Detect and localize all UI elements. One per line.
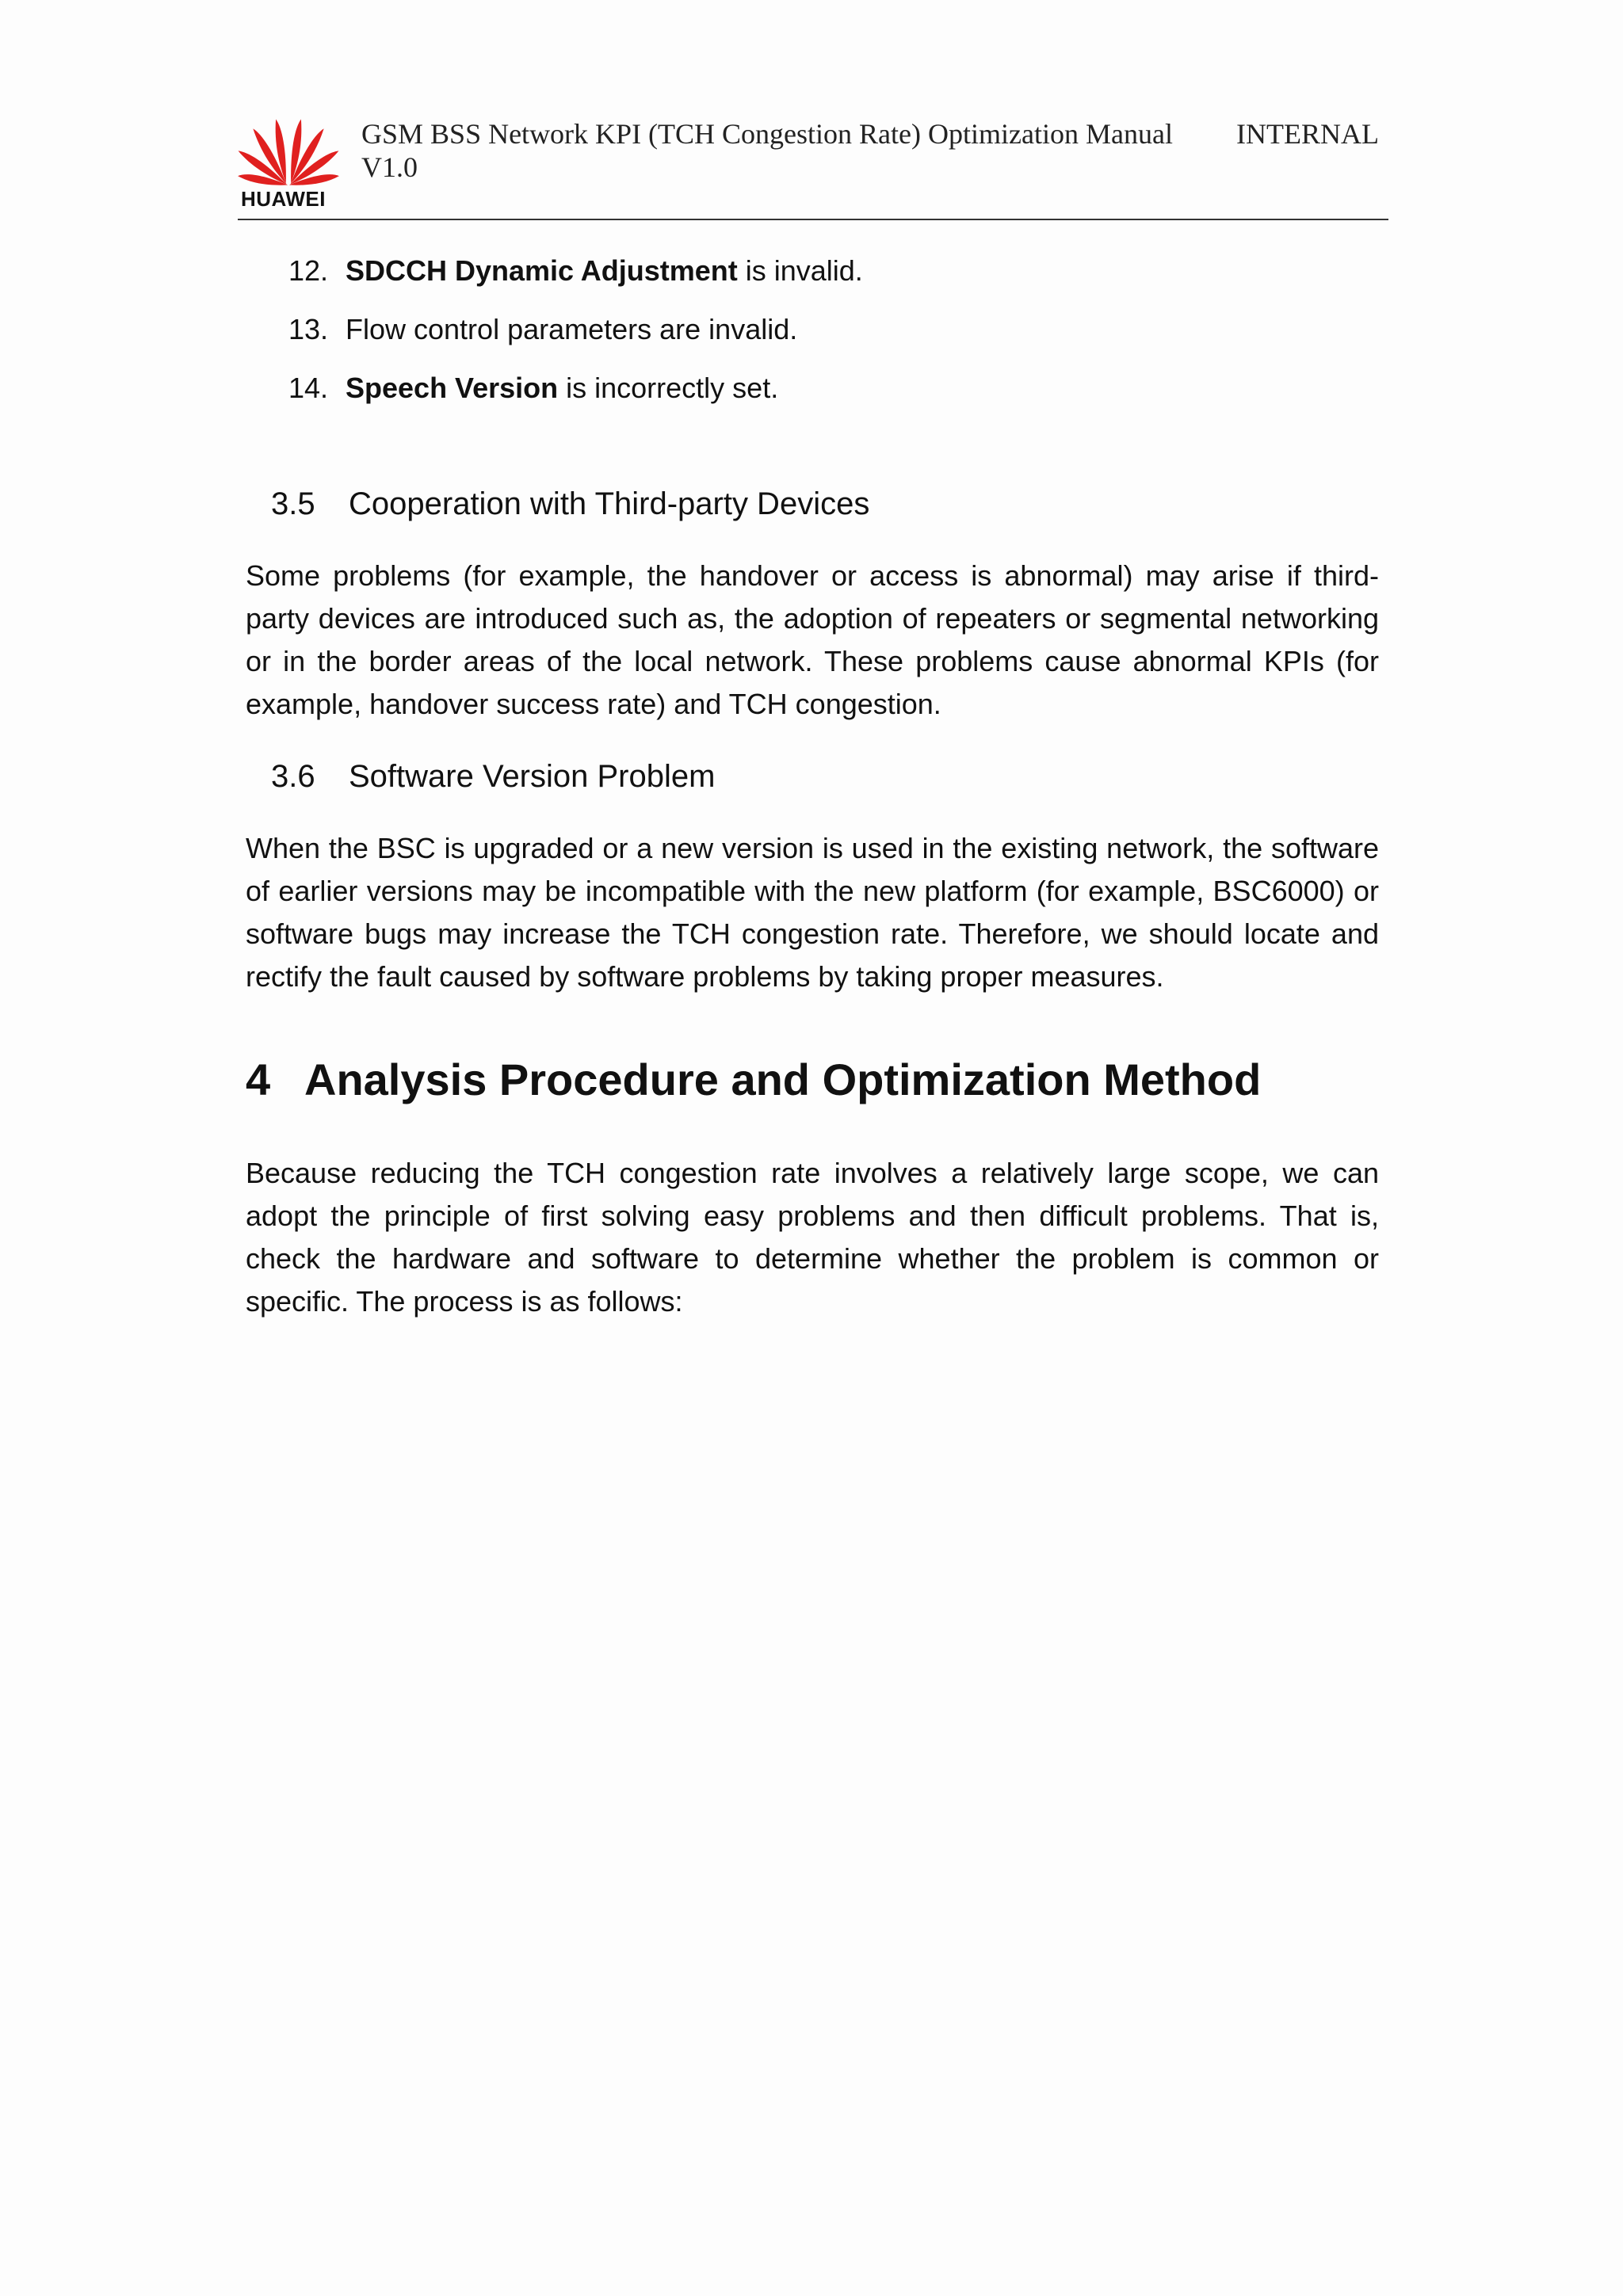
section-number: 3.5 — [271, 486, 315, 521]
list-item-number: 14. — [288, 372, 329, 404]
logo-wordmark: HUAWEI — [241, 187, 326, 211]
section-number: 3.6 — [271, 759, 315, 794]
list-item-text: is invalid. — [737, 254, 863, 287]
section-title: Software Version Problem — [349, 759, 716, 794]
chapter-paragraph: Because reducing the TCH congestion rate involves a relatively large scope, we can adopt the principle of first solving easy problems and then difficult problems. That is, check the hardware and software to determine whether the problem is common or specific. The process is as follows: — [246, 1157, 1379, 1318]
list-item — [246, 254, 1379, 288]
list-item-bold-term: SDCCH Dynamic Adjustment — [346, 254, 738, 287]
section-title: Cooperation with Third-party Devices — [349, 486, 870, 521]
list-item-bold-term: Speech Version — [346, 372, 559, 404]
list-item-text: Flow control parameters are invalid. — [346, 313, 798, 345]
list-item-number: 12. — [288, 254, 329, 287]
classification-label: INTERNAL — [1236, 118, 1379, 150]
page-content — [246, 254, 1379, 1323]
chapter-title: Analysis Procedure and Optimization Method — [304, 1055, 1262, 1104]
list-item-number: 13. — [288, 313, 329, 345]
huawei-logo-icon — [238, 114, 339, 190]
huawei-logo — [238, 114, 339, 212]
chapter-number: 4 — [246, 1055, 271, 1104]
section-paragraph: Some problems (for example, the handover or access is abnormal) may arise if third-party devices are introduced such as, the adoption of repeaters or segmental networking or in the border areas of the local network. These problems cause abnormal KPIs (for example, handover success rate) and TCH congestion. — [246, 559, 1379, 720]
page-header — [238, 114, 1387, 222]
numbered-list — [246, 254, 1379, 406]
document-title: GSM BSS Network KPI (TCH Congestion Rate) Optimization Manual V1.0 — [361, 118, 1173, 183]
section-heading — [246, 757, 1379, 795]
chapter-heading — [246, 1054, 1379, 1106]
header-divider — [238, 219, 1388, 220]
list-item — [246, 312, 1379, 347]
section-paragraph: When the BSC is upgraded or a new version is used in the existing network, the software of earlier versions may be incompatible with the new platform (for example, BSC6000) or software bugs may increase the TCH congestion rate. Therefore, we should locate and rectify the fault caused by software problems by taking proper measures. — [246, 832, 1379, 993]
list-item-text: is incorrectly set. — [558, 372, 779, 404]
section-heading — [246, 485, 1379, 523]
list-item — [246, 371, 1379, 406]
